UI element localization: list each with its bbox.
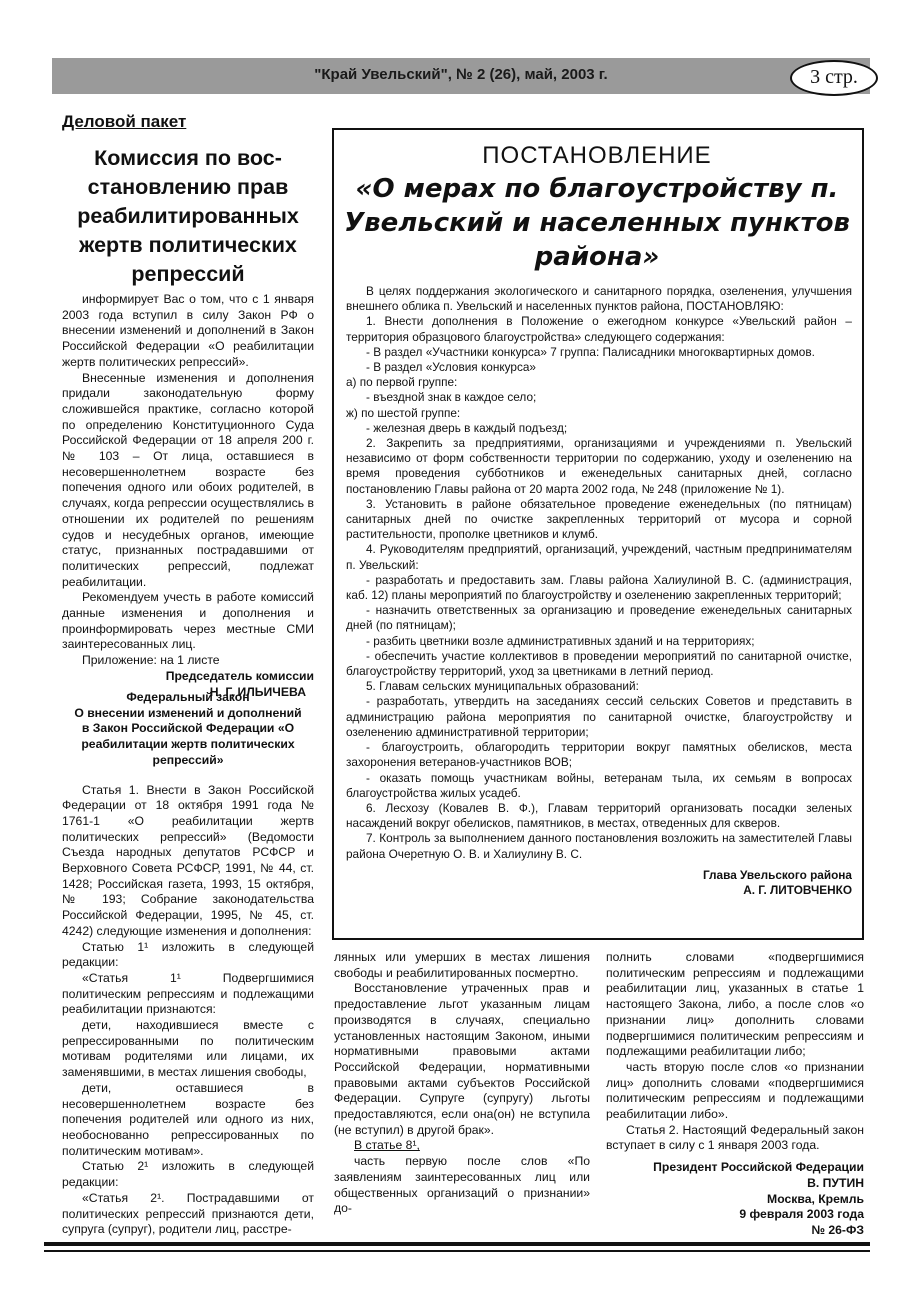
resolution-body xyxy=(346,284,852,898)
paragraph: - В раздел «Условия конкурса» xyxy=(366,360,536,375)
paragraph: Внесенные изменения и дополнения придали законодательную форму сложившейся практике, согласно которой по определению Конституционного Суда Российской Федерации от 18 апреля 200 г. № 103 – От лица, оставшиеся в несовершеннолетнем возрасте без попечения одного или обоих родителей, в случаях, когда репрессии осуществлялись в отношении их родителей по решениям судов и несудебных органов, имеющие статус, признанных пострадавшими от политических репрессий, подлежат реабилитации. xyxy=(62,370,314,589)
paragraph: информирует Вас о том, что с 1 января 2003 года вступил в силу Закон РФ о внесении изменений и дополнений в Закон Российской Федерации «О реабилитации жертв политических репрессий». xyxy=(62,292,314,369)
paragraph: ж) по шестой группе: xyxy=(346,405,461,420)
paragraph: «Статья 2¹. Пострадавшими от политических репрессий признаются дети, супруга (супруг), родители лиц, расстре- xyxy=(62,1190,314,1237)
paragraph: - въездной знак в каждое село; xyxy=(366,390,537,405)
paragraph: часть первую после слов «По заявлениям заинтересованных лиц или общественных организаций о признании» до- xyxy=(334,1154,590,1216)
signature-title: Глава Увельского района xyxy=(702,867,852,882)
signature-line: В. ПУТИН xyxy=(807,1175,864,1190)
paragraph: Статья 2. Настоящий Федеральный закон вступает в силу с 1 января 2003 года. xyxy=(606,1122,864,1153)
paragraph: полнить словами «подвергшимися политическим репрессиям и подлежащими реабилитации лиц, указанных в статье 1 настоящего Закона, либо, а после слов «о признании лиц» дополнить словами подвергшимися политическим репрессиям и подлежащими реабилитации либо; xyxy=(606,950,864,1059)
right-column xyxy=(606,950,864,1239)
middle-column xyxy=(334,950,590,1217)
paragraph: - разработать, утвердить на заседаниях сессий сельских Советов и представить в администрацию района мероприятия по санитарной очистке, благоустройству и озеленению административной территории; xyxy=(346,694,852,739)
signature-name: Н. Г. ИЛЬИЧЕВА xyxy=(209,684,306,699)
masthead-text: "Край Увельский", № 2 (26), май, 2003 г. xyxy=(314,66,608,83)
paragraph: 2. Закрепить за предприятиями, организациями и учреждениями п. Увельский независимо от форм собственности территории по содержанию, уходу и озеленению на время проведения субботников и еженедельных санитарных дней, согласно постановлению Главы района от 20 марта 2002 года, № 248 (приложение № 1). xyxy=(346,436,852,496)
signature-line: 9 февраля 2003 года xyxy=(739,1207,864,1222)
paragraph: 4. Руководителям предприятий, организаций, учреждений, частным предпринимателям п. Увельский: xyxy=(346,542,852,572)
appendix-note: Приложение: на 1 листе xyxy=(82,653,220,668)
paragraph: - разбить цветники возле административных зданий и на территориях; xyxy=(366,633,755,648)
paragraph: Восстановление утраченных прав и предоставление льгот указанным лицам производятся в случаях, специально установленных настоящим Законом, иными нормативными правовыми актами Российской Федерации, нормативными правовыми актами субъектов Российской Федерации. Супруге (супругу) льготы предоставляются, если она(он) не вступила (не вступил) в другой брак». xyxy=(334,981,590,1137)
paragraph: - оказать помощь участникам войны, ветеранам тыла, их семьям в вопросах благоустройства жилых усадеб. xyxy=(346,770,852,800)
law-heading: Федеральный закон xyxy=(126,690,250,704)
paragraph: В целях поддержания экологического и санитарного порядка, озеленения, улучшения внешнего облика п. Увельский и населенных пунктов района, ПОСТАНОВЛЯЮ: xyxy=(346,284,852,314)
paragraph: - назначить ответственных за организацию и проведение еженедельных санитарных дней (по пятницам); xyxy=(346,603,852,633)
law-subheading: О внесении изменений и дополнений в Закон Российской Федерации «О реабилитации жертв политических репрессий» xyxy=(74,705,302,767)
paragraph: дети, оставшиеся в несовершеннолетнем возрасте без попечения родителей или одного из них, необоснованно репрессированных по политическим мотивам». xyxy=(62,1080,314,1158)
resolution-title: ПОСТАНОВЛЕНИЕ xyxy=(482,142,712,169)
paragraph: а) по первой группе: xyxy=(346,375,458,390)
signature-name: А. Г. ЛИТОВЧЕНКО xyxy=(743,882,852,897)
signature-line: Президент Российской Федерации xyxy=(653,1160,864,1175)
paragraph: - разработать и предоставить зам. Главы района Халиулиной В. С. (администрация, каб. 12) планы мероприятий по благоустройству и озеленению закрепленных территорий; xyxy=(346,572,852,603)
paragraph: «Статья 1¹ Подвергшимися политическим репрессиям и подлежащими реабилитации признаются: xyxy=(62,970,314,1017)
section-label: Деловой пакет xyxy=(62,112,187,131)
signature-line: № 26-ФЗ xyxy=(811,1222,864,1237)
signature-title: Председатель комиссии xyxy=(165,668,314,683)
paragraph: - обеспечить участие коллективов в проведении мероприятий по санитарной очистке, благоустройству территорий, уход за цветниками в летний период. xyxy=(346,648,852,679)
paragraph: - благоустроить, облагородить территории вокруг памятных обелисков, места захоронения ветеранов-участников ВОВ; xyxy=(346,740,852,770)
federal-law-column xyxy=(62,690,314,1238)
resolution-subtitle: «О мерах по благоустройству п. Увельский и населенных пунктов района» xyxy=(344,174,850,272)
paragraph: - В раздел «Участники конкурса» 7 группа: Палисадники многоквартирных домов. xyxy=(366,344,815,359)
paragraph: лянных или умерших в местах лишения свободы и реабилитированных посмертно. xyxy=(334,950,590,980)
paragraph: - железная дверь в каждый подъезд; xyxy=(366,420,568,435)
paragraph: В статье 8¹, xyxy=(354,1138,420,1153)
page-number-badge: 3 стр. xyxy=(790,60,878,96)
paragraph: 5. Главам сельских муниципальных образований: xyxy=(366,679,639,694)
paragraph: Рекомендуем учесть в работе комиссий данные изменения и дополнения и проинформировать через местные СМИ заинтересованных лиц. xyxy=(62,590,314,652)
paragraph: 3. Установить в районе обязательное проведение еженедельных (по пятницам) санитарных дней по очистке закрепленных территорий от мусора и сорной растительности, прополке цветников и клумб. xyxy=(346,496,852,542)
paragraph: 1. Внести дополнения в Положение о ежегодном конкурсе «Увельский район – территория образцового благоустройства» следующего содержания: xyxy=(346,314,852,344)
paragraph: Статью 2¹ изложить в следующей редакции: xyxy=(62,1159,314,1190)
signature-line: Москва, Кремль xyxy=(767,1191,864,1206)
left-column-article xyxy=(62,292,314,700)
bottom-rule xyxy=(44,1250,870,1252)
article-title: Комиссия по вос-становлению прав реабилитированных жертв политических репрессий xyxy=(77,146,299,286)
paragraph: дети, находившиеся вместе с репрессированными по политическим мотивам родителями или лицами, их заменявшими, в местах лишения свободы, xyxy=(62,1018,314,1080)
paragraph: 6. Лесхозу (Ковалев В. Ф.), Главам территорий организовать посадки зеленых насаждений вокруг обелисков, памятников, в местах, отведенных для скверов. xyxy=(346,800,852,831)
bottom-rule xyxy=(44,1242,870,1246)
paragraph: часть вторую после слов «о признании лиц» дополнить словами «подвергшимися политическим репрессиям и подлежащими реабилитации либо». xyxy=(606,1059,864,1122)
paragraph: 7. Контроль за выполнением данного постановления возложить на заместителей Главы района Очеретную О. В. и Халиулину В. С. xyxy=(346,831,852,861)
paragraph: Статья 1. Внести в Закон Российской Федерации от 18 октября 1991 года № 1761-1 «О реабилитации жертв политических репрессий» (Ведомости Съезда народных депутатов РСФСР и Верховного Совета РСФСР, 1991, № 44, ст. 1428; Российская газета, 1993, 15 октября, № 193; Собрание законодательства Российской Федерации, 1995, № 45, ст. 4242) следующие изменения и дополнения: xyxy=(62,782,314,938)
masthead-bar xyxy=(52,58,870,94)
paragraph: Статью 1¹ изложить в следующей редакции: xyxy=(62,939,314,970)
